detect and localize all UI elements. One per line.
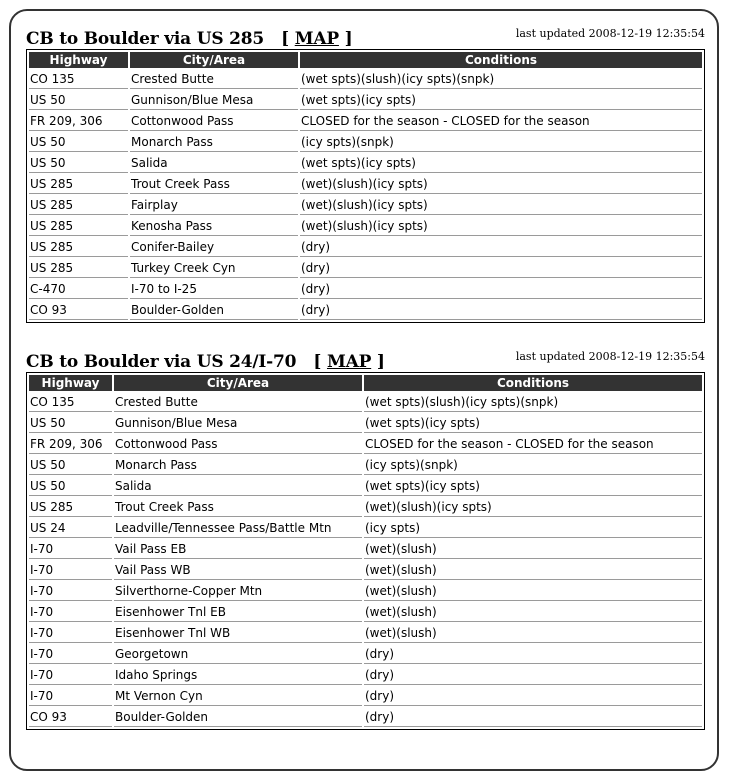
cell-city-area: Conifer-Bailey: [130, 238, 298, 257]
cell-conditions: CLOSED for the season - CLOSED for the season: [364, 435, 702, 454]
cell-highway: I-70: [29, 561, 112, 580]
map-link[interactable]: MAP: [294, 29, 339, 49]
cell-city-area: Salida: [130, 154, 298, 173]
table-row: [29, 414, 702, 433]
map-bracket-open: [: [313, 352, 322, 372]
cell-highway: FR 209, 306: [29, 435, 112, 454]
header-highway: Highway: [29, 52, 128, 68]
cell-highway: CO 93: [29, 708, 112, 727]
cell-conditions: (dry): [300, 238, 702, 257]
cell-conditions: (wet spts)(slush)(icy spts)(snpk): [300, 70, 702, 89]
cell-city-area: I-70 to I-25: [130, 280, 298, 299]
table-header-row: [29, 52, 702, 68]
cell-city-area: Crested Butte: [130, 70, 298, 89]
cell-conditions: (wet)(slush): [364, 582, 702, 601]
header-city-area: City/Area: [114, 375, 362, 391]
header-city-area: City/Area: [130, 52, 298, 68]
title-text: CB to Boulder via US 285: [26, 29, 265, 49]
table-row: [29, 175, 702, 194]
table-row: [29, 238, 702, 257]
cell-highway: US 285: [29, 217, 128, 236]
cell-conditions: (wet spts)(icy spts): [300, 91, 702, 110]
table-row: [29, 259, 702, 278]
cell-highway: I-70: [29, 687, 112, 706]
cell-city-area: Silverthorne-Copper Mtn: [114, 582, 362, 601]
conditions-table: [26, 372, 705, 730]
table-row: [29, 708, 702, 727]
table-row: [29, 519, 702, 538]
cell-city-area: Idaho Springs: [114, 666, 362, 685]
table-row: [29, 280, 702, 299]
cell-conditions: (dry): [300, 301, 702, 320]
table-row: [29, 582, 702, 601]
table-row: [29, 301, 702, 320]
cell-conditions: (dry): [300, 280, 702, 299]
table-row: [29, 477, 702, 496]
cell-city-area: Trout Creek Pass: [114, 498, 362, 517]
table-row: [29, 435, 702, 454]
cell-conditions: (dry): [364, 666, 702, 685]
map-bracket-close: ]: [376, 352, 385, 372]
cell-city-area: Crested Butte: [114, 393, 362, 412]
table-row: [29, 666, 702, 685]
section-title: [26, 352, 385, 372]
cell-city-area: Gunnison/Blue Mesa: [130, 91, 298, 110]
cell-city-area: Trout Creek Pass: [130, 175, 298, 194]
cell-conditions: (wet spts)(icy spts): [300, 154, 702, 173]
cell-conditions: (wet)(slush): [364, 624, 702, 643]
cell-highway: CO 135: [29, 393, 112, 412]
cell-highway: C-470: [29, 280, 128, 299]
cell-conditions: (icy spts)(snpk): [300, 133, 702, 152]
table-row: [29, 603, 702, 622]
cell-conditions: (icy spts): [364, 519, 702, 538]
cell-highway: US 285: [29, 196, 128, 215]
table-row: [29, 687, 702, 706]
cell-city-area: Cottonwood Pass: [130, 112, 298, 131]
cell-highway: US 50: [29, 456, 112, 475]
cell-city-area: Fairplay: [130, 196, 298, 215]
cell-conditions: (wet)(slush)(icy spts): [300, 175, 702, 194]
cell-highway: US 24: [29, 519, 112, 538]
header-conditions: Conditions: [364, 375, 702, 391]
table-row: [29, 70, 702, 89]
cell-city-area: Eisenhower Tnl WB: [114, 624, 362, 643]
cell-conditions: (dry): [364, 645, 702, 664]
cell-highway: CO 135: [29, 70, 128, 89]
cell-highway: I-70: [29, 540, 112, 559]
cell-conditions: (wet)(slush): [364, 603, 702, 622]
cell-highway: I-70: [29, 603, 112, 622]
section-title: [26, 29, 353, 49]
section-header: [26, 350, 705, 372]
route-section-us24-i70: [26, 350, 705, 730]
table-row: [29, 91, 702, 110]
cell-city-area: Cottonwood Pass: [114, 435, 362, 454]
header-conditions: Conditions: [300, 52, 702, 68]
cell-city-area: Boulder-Golden: [114, 708, 362, 727]
cell-highway: US 285: [29, 259, 128, 278]
header-highway: Highway: [29, 375, 112, 391]
table-row: [29, 133, 702, 152]
cell-highway: US 285: [29, 498, 112, 517]
cell-conditions: (wet)(slush): [364, 540, 702, 559]
cell-city-area: Monarch Pass: [114, 456, 362, 475]
cell-highway: US 285: [29, 238, 128, 257]
cell-conditions: (wet spts)(icy spts): [364, 414, 702, 433]
table-row: [29, 393, 702, 412]
cell-highway: CO 93: [29, 301, 128, 320]
table-row: [29, 217, 702, 236]
map-bracket-open: [: [281, 29, 290, 49]
cell-highway: US 50: [29, 414, 112, 433]
cell-highway: US 50: [29, 133, 128, 152]
map-link[interactable]: MAP: [326, 352, 372, 372]
cell-city-area: Boulder-Golden: [130, 301, 298, 320]
cell-conditions: (dry): [364, 687, 702, 706]
cell-highway: US 50: [29, 154, 128, 173]
cell-highway: US 50: [29, 477, 112, 496]
table-row: [29, 498, 702, 517]
cell-city-area: Eisenhower Tnl EB: [114, 603, 362, 622]
last-updated: last updated 2008-12-19 12:35:54: [515, 27, 705, 40]
table-header-row: [29, 375, 702, 391]
cell-city-area: Kenosha Pass: [130, 217, 298, 236]
cell-highway: I-70: [29, 645, 112, 664]
cell-highway: I-70: [29, 582, 112, 601]
cell-city-area: Georgetown: [114, 645, 362, 664]
cell-city-area: Vail Pass WB: [114, 561, 362, 580]
cell-city-area: Gunnison/Blue Mesa: [114, 414, 362, 433]
cell-conditions: (wet)(slush)(icy spts): [300, 217, 702, 236]
cell-city-area: Monarch Pass: [130, 133, 298, 152]
last-updated: last updated 2008-12-19 12:35:54: [515, 350, 705, 363]
cell-conditions: (dry): [364, 708, 702, 727]
cell-city-area: Leadville/Tennessee Pass/Battle Mtn: [114, 519, 362, 538]
cell-conditions: (wet)(slush)(icy spts): [300, 196, 702, 215]
conditions-table: [26, 49, 705, 323]
table-row: [29, 561, 702, 580]
cell-highway: US 285: [29, 175, 128, 194]
cell-conditions: CLOSED for the season - CLOSED for the season: [300, 112, 702, 131]
title-text: CB to Boulder via US 24/I-70: [26, 352, 297, 372]
table-row: [29, 112, 702, 131]
section-header: [26, 27, 705, 49]
cell-conditions: (wet)(slush): [364, 561, 702, 580]
cell-highway: US 50: [29, 91, 128, 110]
cell-highway: I-70: [29, 666, 112, 685]
route-section-us285: [26, 27, 705, 323]
table-row: [29, 154, 702, 173]
cell-city-area: Turkey Creek Cyn: [130, 259, 298, 278]
cell-city-area: Salida: [114, 477, 362, 496]
cell-highway: FR 209, 306: [29, 112, 128, 131]
cell-conditions: (wet spts)(slush)(icy spts)(snpk): [364, 393, 702, 412]
cell-conditions: (wet)(slush)(icy spts): [364, 498, 702, 517]
map-bracket-close: ]: [344, 29, 353, 49]
cell-highway: I-70: [29, 624, 112, 643]
cell-conditions: (dry): [300, 259, 702, 278]
table-row: [29, 645, 702, 664]
table-row: [29, 456, 702, 475]
cell-conditions: (wet spts)(icy spts): [364, 477, 702, 496]
table-row: [29, 540, 702, 559]
cell-city-area: Mt Vernon Cyn: [114, 687, 362, 706]
table-row: [29, 624, 702, 643]
cell-conditions: (icy spts)(snpk): [364, 456, 702, 475]
cell-city-area: Vail Pass EB: [114, 540, 362, 559]
table-row: [29, 196, 702, 215]
